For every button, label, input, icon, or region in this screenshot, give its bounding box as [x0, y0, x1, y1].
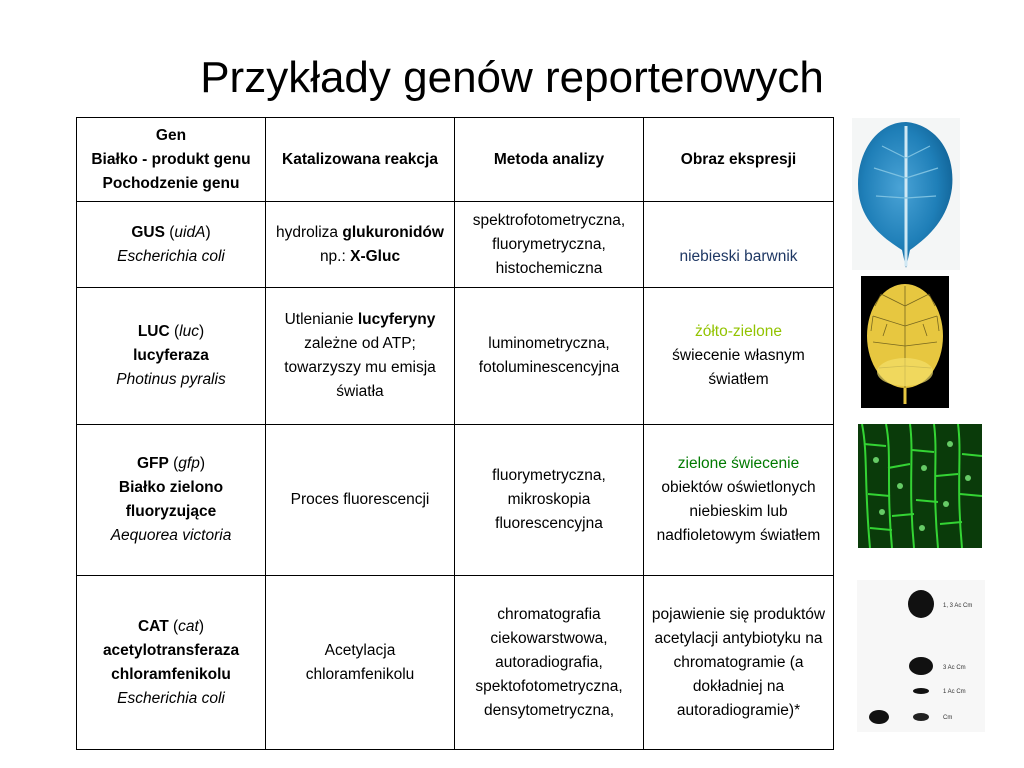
expression-cell: żółto-zielone świecenie własnym światłem: [644, 288, 834, 425]
tlc-label: Cm: [943, 715, 953, 721]
method-cell: chromatografia ciekowarstwowa, autoradiografia, spektofotometryczna, densytometryczna,: [455, 576, 644, 750]
header-method: Metoda analizy: [455, 118, 644, 202]
tlc-label: 3 Ac Cm: [943, 665, 966, 671]
reaction-cell: Proces fluorescencji: [266, 425, 455, 576]
method-cell: luminometryczna, fotoluminescencyjna: [455, 288, 644, 425]
tlc-label: 1 Ac Cm: [943, 689, 966, 695]
table-header-row: [77, 118, 834, 202]
header-reaction: Katalizowana reakcja: [266, 118, 455, 202]
tlc-label: 1, 3 Ac Cm: [943, 603, 973, 609]
luc-glowing-leaf-image: [861, 276, 949, 408]
method-cell: spektrofotometryczna, fluorymetryczna, histochemiczna: [455, 202, 644, 288]
expression-cell: niebieski barwnik: [644, 202, 834, 288]
expression-cell: zielone świecenie obiektów oświetlonych niebieskim lub nadfioletowym światłem: [644, 425, 834, 576]
table-row: [77, 288, 834, 425]
gene-cell: GFP (gfp) Białko zielono fluoryzujące Aequorea victoria: [77, 425, 266, 576]
reaction-cell: Utlenianie lucyferyny zależne od ATP; towarzyszy mu emisja światła: [266, 288, 455, 425]
gene-cell: LUC (luc) lucyferaza Photinus pyralis: [77, 288, 266, 425]
cat-chromatogram-image: [857, 580, 985, 732]
page-title: Przykłady genów reporterowych: [200, 53, 824, 102]
reaction-cell: Acetylacja chloramfenikolu: [266, 576, 455, 750]
table-row: [77, 202, 834, 288]
gus-blue-leaf-image: [852, 118, 960, 270]
header-gene: Gen Białko - produkt genu Pochodzenie genu: [77, 118, 266, 202]
reporter-genes-table: [76, 117, 834, 750]
gene-cell: GUS (uidA) Escherichia coli: [77, 202, 266, 288]
expression-cell: pojawienie się produktów acetylacji antybiotyku na chromatogramie (a dokładniej na autoradiogramie)*: [644, 576, 834, 750]
header-expression: Obraz ekspresji: [644, 118, 834, 202]
reaction-cell: hydroliza glukuronidów np.: X-Gluc: [266, 202, 455, 288]
method-cell: fluorymetryczna, mikroskopia fluorescencyjna: [455, 425, 644, 576]
table-row: [77, 576, 834, 750]
gene-cell: CAT (cat) acetylotransferaza chloramfenikolu Escherichia coli: [77, 576, 266, 750]
gfp-green-fluorescence-image: [858, 424, 982, 548]
table-row: [77, 425, 834, 576]
